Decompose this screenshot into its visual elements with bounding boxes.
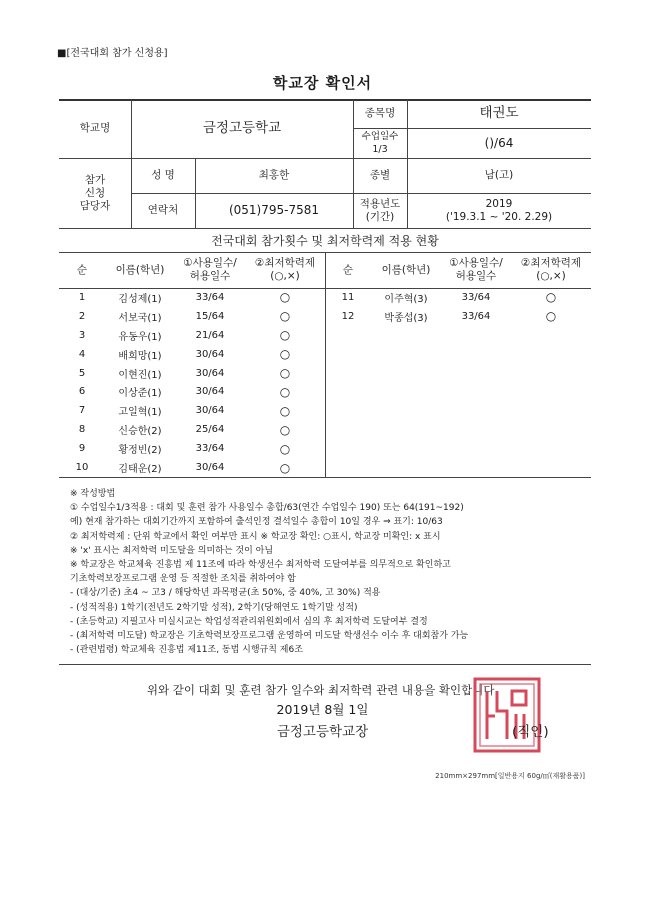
class-days-value: ()/64 xyxy=(484,135,514,150)
row-name: 유동우(1) xyxy=(118,331,162,343)
official-seal-icon xyxy=(472,676,542,754)
gender-value: 남(고) xyxy=(484,169,514,181)
note-line: ※ 'x' 표시는 최저학력 미도달을 의미하는 것이 아님 xyxy=(70,545,274,556)
row-number: 5 xyxy=(78,367,86,379)
confirmation-statement: 위와 같이 대회 및 훈련 참가 일수와 최저학력 관련 내용을 확인합니다. xyxy=(146,683,499,697)
row-name: 배희망(1) xyxy=(118,350,162,362)
section-divider xyxy=(59,664,591,665)
year-value: 2019 ('19.3.1 ~ '20. 2.29) xyxy=(445,197,553,223)
row-days: 15/64 xyxy=(195,310,225,322)
name-label: 성 명 xyxy=(151,169,175,181)
note-line: - (대상/기준) 초4 ~ 고3 / 해당학년 과목평균(초 50%, 중 40%, 고 30%) 적용 xyxy=(70,588,381,599)
event-value: 태권도 xyxy=(479,105,519,121)
row-days: 33/64 xyxy=(461,310,491,322)
note-line: - (관련법령) 학교체육 진흥법 제11조, 동법 시행규칙 제6조 xyxy=(70,645,303,656)
row-academic-mark: ○ xyxy=(279,403,291,418)
row-name: 이상준(1) xyxy=(118,388,162,400)
row-days: 33/64 xyxy=(461,291,491,303)
row-number: 9 xyxy=(78,443,86,455)
col-header-academic: ②최저학력제 (○,×) xyxy=(254,257,316,282)
col-header-no: 순 xyxy=(342,263,354,276)
name-value: 최홍한 xyxy=(258,169,290,181)
row-academic-mark: ○ xyxy=(279,422,291,437)
row-number: 4 xyxy=(78,348,86,360)
row-days: 30/64 xyxy=(195,367,225,379)
class-days-label: 수업일수 1/3 xyxy=(361,131,399,155)
note-line: - (성적적용) 1학기(전년도 2학기말 성적), 2학기(당해연도 1학기말 성적) xyxy=(70,602,358,613)
note-line: - (최저학력 미도달) 학교장은 기초학력보장프로그램 운영하여 미도달 학생선수 이수 후 대회참가 가능 xyxy=(70,631,469,642)
row-academic-mark: ○ xyxy=(279,384,291,399)
row-days: 30/64 xyxy=(195,462,225,474)
document-title: 학교장 확인서 xyxy=(272,74,373,92)
col-header-name: 이름(학년) xyxy=(115,263,165,276)
row-academic-mark: ○ xyxy=(279,347,291,362)
row-number: 2 xyxy=(78,310,86,322)
paper-spec-footer: 210mm×297mm[일반용지 60g/㎡(재활용품)] xyxy=(435,772,585,780)
row-number: 10 xyxy=(75,462,89,474)
contact-value: (051)795-7581 xyxy=(228,203,320,217)
confirmation-date: 2019년 8월 1일 xyxy=(276,702,369,717)
form-type-tag: ■[전국대회 참가 신청용] xyxy=(57,48,168,59)
row-days: 30/64 xyxy=(195,348,225,360)
school-label: 학교명 xyxy=(79,122,111,134)
note-line: ※ 작성방법 xyxy=(70,489,116,499)
col-header-days: ①사용일수/ 허용일수 xyxy=(183,257,237,282)
note-line: ※ 학교장은 학교체육 진흥법 제 11조에 따라 학생선수 최저학력 도달여부를 의무적으로 확인하고 xyxy=(70,560,451,571)
school-name: 금정고등학교 xyxy=(202,120,282,136)
row-academic-mark: ○ xyxy=(279,309,291,324)
participant-label: 참가 신청 담당자 xyxy=(79,173,111,212)
row-name: 이주혁(3) xyxy=(384,293,428,305)
row-academic-mark: ○ xyxy=(545,290,557,305)
seal-note: (직인) xyxy=(512,724,549,740)
row-name: 고일혁(1) xyxy=(118,407,162,419)
col-header-name: 이름(학년) xyxy=(381,263,431,276)
row-number: 7 xyxy=(78,405,86,417)
row-days: 33/64 xyxy=(195,291,225,303)
row-name: 김태운(2) xyxy=(118,464,162,476)
gender-label: 종별 xyxy=(369,169,391,181)
row-days: 30/64 xyxy=(195,386,225,398)
note-line: ① 수업일수1/3적용 : 대회 및 훈련 참가 사용일수 총합/63(연간 수업일수 190) 또는 64(191~192) xyxy=(70,503,464,514)
col-header-no: 순 xyxy=(76,263,88,276)
signer-name: 금정고등학교장 xyxy=(276,724,369,740)
row-name: 신승한(2) xyxy=(118,426,162,438)
row-days: 30/64 xyxy=(195,405,225,417)
row-name: 황정빈(2) xyxy=(118,445,162,457)
row-days: 25/64 xyxy=(195,424,225,436)
header-divider xyxy=(59,228,591,229)
row-number: 8 xyxy=(78,424,86,436)
row-name: 이현진(1) xyxy=(118,369,162,381)
row-academic-mark: ○ xyxy=(279,460,291,475)
col-header-academic: ②최저학력제 (○,×) xyxy=(520,257,582,282)
row-number: 6 xyxy=(78,386,86,398)
row-name: 김성제(1) xyxy=(118,293,162,305)
row-days: 21/64 xyxy=(195,329,225,341)
event-label: 종목명 xyxy=(364,107,396,119)
row-number: 12 xyxy=(341,310,355,322)
row-number: 11 xyxy=(341,291,355,303)
row-name: 서보국(1) xyxy=(118,312,162,324)
note-line: 예) 현재 참가하는 대회기간까지 포함하여 출석인정 결석일수 총합이 10일 경우 ⇒ 표기: 10/63 xyxy=(70,517,443,528)
col-header-days: ①사용일수/ 허용일수 xyxy=(449,257,503,282)
note-line: 기초학력보장프로그램 운영 등 적절한 조치를 취하여야 함 xyxy=(70,574,296,585)
row-academic-mark: ○ xyxy=(279,328,291,343)
table-bottom-border xyxy=(59,477,591,478)
note-line: - (초등학교) 지필고사 미실시교는 학업성적관리위원회에서 심의 후 최저학력 도달여부 결정 xyxy=(70,616,428,627)
row-academic-mark: ○ xyxy=(279,441,291,456)
table-caption: 전국대회 참가횟수 및 최저학력제 적용 현황 xyxy=(211,233,439,248)
row-academic-mark: ○ xyxy=(545,309,557,324)
row-academic-mark: ○ xyxy=(279,290,291,305)
row-days: 33/64 xyxy=(195,443,225,455)
instructions xyxy=(70,487,590,657)
row-name: 박종섭(3) xyxy=(384,312,428,324)
row-number: 1 xyxy=(78,291,86,303)
row-number: 3 xyxy=(78,329,86,341)
row-academic-mark: ○ xyxy=(279,366,291,381)
contact-label: 연락처 xyxy=(147,204,179,216)
note-line: ② 최저학력제 : 단위 학교에서 확인 여부만 표시 ※ 학교장 확인: ○표시, 학교장 미확인: x 표시 xyxy=(70,531,441,542)
year-label: 적용년도 (기간) xyxy=(359,197,401,223)
